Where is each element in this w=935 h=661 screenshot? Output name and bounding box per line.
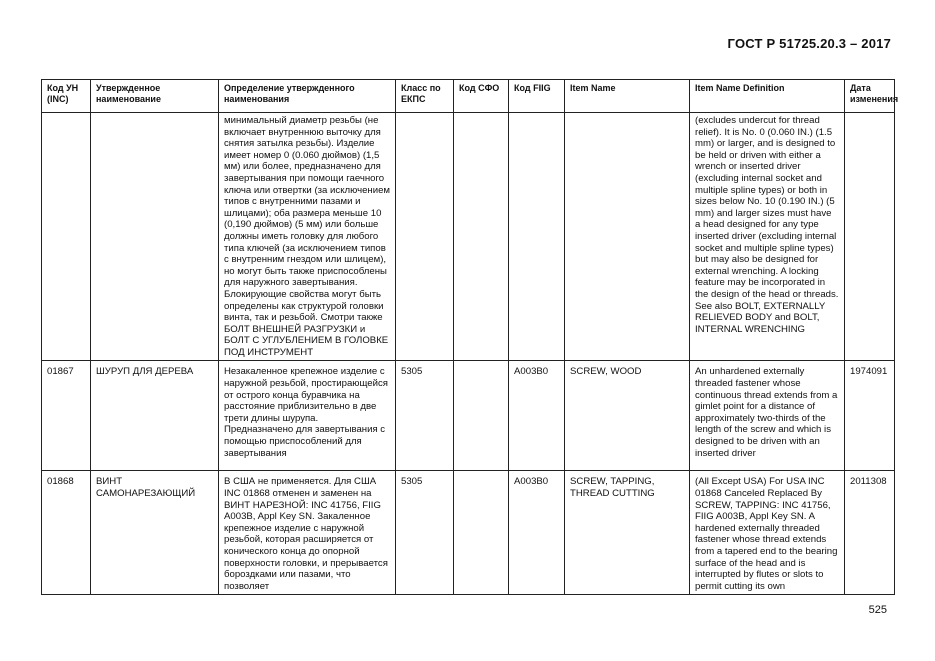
document-id: ГОСТ Р 51725.20.3 – 2017 — [727, 36, 891, 51]
col-header-date: Дата изменения — [845, 80, 895, 113]
table-row — [42, 361, 895, 471]
col-header-name-ru: Утвержденное наименование — [91, 80, 219, 113]
cell-name-ru: ВИНТ САМОНАРЕЗАЮЩИЙ — [91, 471, 219, 595]
cell-class: 5305 — [396, 471, 454, 595]
col-header-sfo: Код СФО — [454, 80, 509, 113]
cell-inc: 01868 — [42, 471, 91, 595]
cell-class: 5305 — [396, 361, 454, 471]
cell-definition-ru: минимальный диаметр резьбы (не включает внутреннюю выточку для снятия затылка резьбы). Изделие имеет номер 0 (0.060 дюймов) (1,5 мм) или более, предназначено для завертывания при помощи гаечного ключа или отвертки (за исключением типов с внутренними пазами и шлицами); оба размера меньше 10 (0,190 дюймов) (5 мм) или больше должны иметь головку для любого типа ключей (за исключением типов с внутренним гнездом или шлицем), но могут быть также приспособлены для наружного завертывания. Блокирующие свойства могут быть определены как структурой головки винта, так и резьбой. Смотри также БОЛТ ВНЕШНЕЙ РАЗГРУЗКИ и БОЛТ С УГЛУБЛЕНИЕМ В ГОЛОВКЕ ПОД ИНСТРУМЕНТ — [219, 113, 396, 361]
cell-date: 1974091 — [845, 361, 895, 471]
cell-date — [845, 113, 895, 361]
col-header-item-name: Item Name — [565, 80, 690, 113]
cell-inc: 01867 — [42, 361, 91, 471]
cell-date: 2011308 — [845, 471, 895, 595]
col-header-fiig: Код FIIG — [509, 80, 565, 113]
col-header-definition-ru: Определение утвержденного наименования — [219, 80, 396, 113]
cell-definition-ru: Незакаленное крепежное изделие с наружной резьбой, простирающейся от острого конца буравчика на расстояние приблизительно в две трети длины шурупа. Предназначено для завертывания с помощью приспособлений для завертывания — [219, 361, 396, 471]
cell-name-ru: ШУРУП ДЛЯ ДЕРЕВА — [91, 361, 219, 471]
cell-item-definition: An unhardened externally threaded fastener whose continuous thread extends from a gimlet point for a distance of approximately two-thirds of the length of the screw and which is designed to be driven with an inserted driver — [690, 361, 845, 471]
cell-item-name: SCREW, WOOD — [565, 361, 690, 471]
page-number: 525 — [868, 604, 887, 616]
table-header-row — [42, 80, 895, 113]
col-header-inc: Код УН (INC) — [42, 80, 91, 113]
table-row — [42, 471, 895, 595]
col-header-class: Класс по ЕКПС — [396, 80, 454, 113]
cell-class — [396, 113, 454, 361]
cell-sfo — [454, 361, 509, 471]
cell-inc — [42, 113, 91, 361]
cell-item-definition: (excludes undercut for thread relief). It is No. 0 (0.060 IN.) (1.5 mm) or larger, and is designed to be held or driven with either a wrench or inserted driver (excluding internal socket and multiple spline types) or both in sizes below No. 10 (0.190 IN.) (5 mm) and larger sizes must have a head designed for any type inserted driver (excluding internal socket and multiple spline types) but may also be designed for external wrenching. A locking feature may be incorporated in the design of the head or threads. See also BOLT, EXTERNALLY RELIEVED BODY and BOLT, INTERNAL WRENCHING — [690, 113, 845, 361]
cell-sfo — [454, 113, 509, 361]
cell-name-ru — [91, 113, 219, 361]
cell-item-definition: (All Except USA) For USA INC 01868 Canceled Replaced By SCREW, TAPPING: INC 41756, FIIG A003B, Appl Key SN. A hardened externally threaded fastener whose thread extends from a tapered end to the bearing surface of the head and is interrupted by flutes or slots to permit cutting its own — [690, 471, 845, 595]
cell-sfo — [454, 471, 509, 595]
cell-definition-ru: В США не применяется. Для США INC 01868 отменен и заменен на ВИНТ НАРЕЗНОЙ: INC 41756, FIIG A003B, Appl Key SN. Закаленное крепежное изделие с наружной резьбой, которая расширяется от конического конца до опорной поверхности головки, и прерывается бороздками или пазами, что позволяет — [219, 471, 396, 595]
cell-fiig: A003B0 — [509, 471, 565, 595]
cell-item-name: SCREW, TAPPING, THREAD CUTTING — [565, 471, 690, 595]
cell-fiig: A003B0 — [509, 361, 565, 471]
catalog-table — [41, 79, 899, 595]
cell-fiig — [509, 113, 565, 361]
table-row — [42, 113, 895, 361]
col-header-item-definition: Item Name Definition — [690, 80, 845, 113]
cell-item-name — [565, 113, 690, 361]
